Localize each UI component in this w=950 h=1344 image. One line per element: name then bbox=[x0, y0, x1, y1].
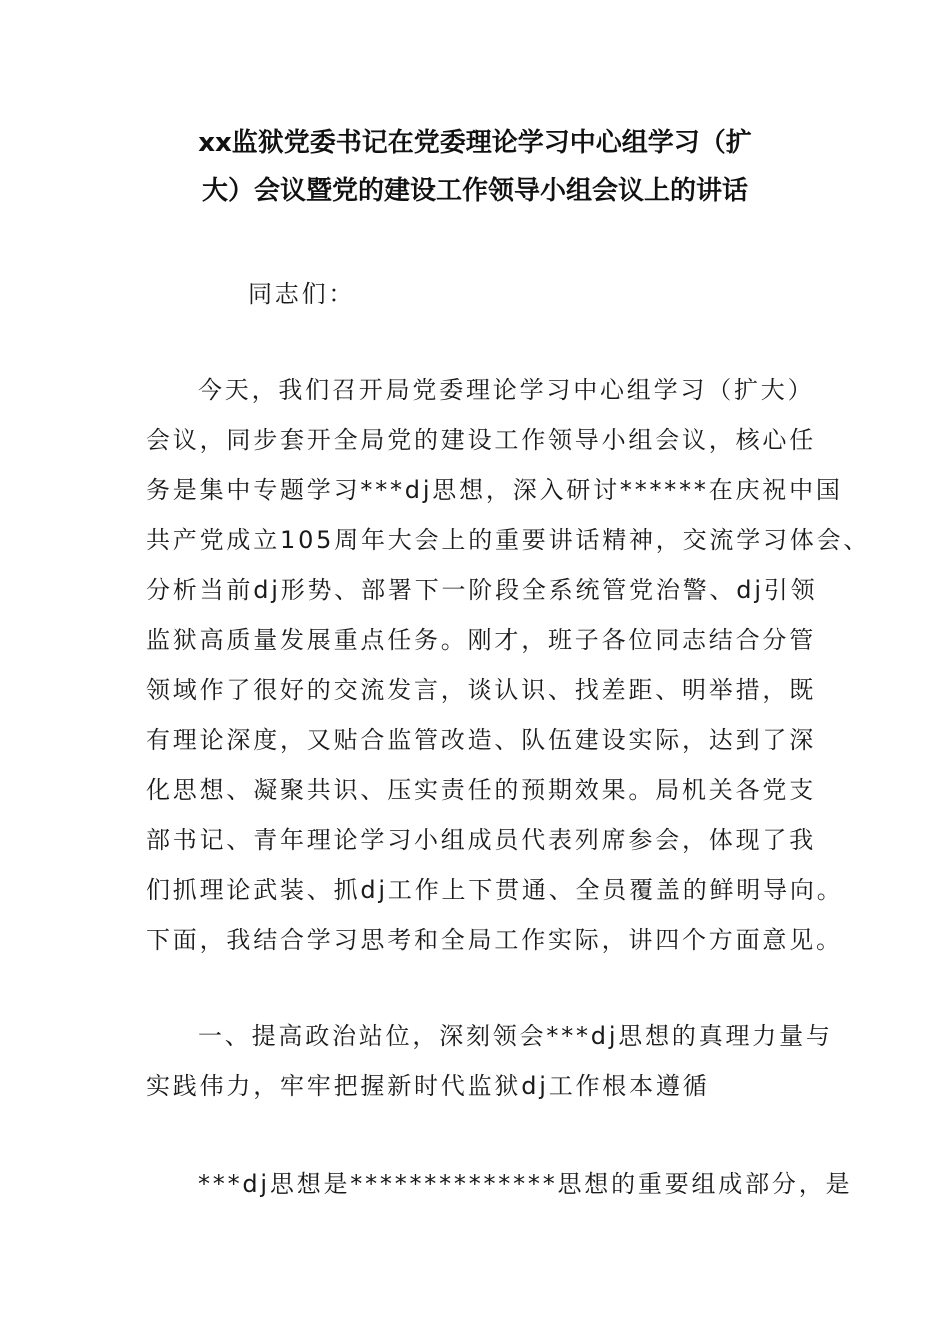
section-1-heading-line: 一、提高政治站位，深刻领会***dj思想的真理力量与 bbox=[198, 1022, 833, 1050]
section-1-heading-line: 实践伟力，牢牢把握新时代监狱dj工作根本遵循 bbox=[146, 1072, 710, 1100]
paragraph-1-line: 监狱高质量发展重点任务。刚才，班子各位同志结合分管 bbox=[146, 626, 816, 654]
paragraph-1-line: 分析当前dj形势、部署下一阶段全系统管党治警、dj引领 bbox=[146, 576, 818, 604]
paragraph-1-line: 们抓理论武装、抓dj工作上下贯通、全员覆盖的鲜明导向。 bbox=[146, 876, 844, 904]
paragraph-1-line: 部书记、青年理论学习小组成员代表列席参会，体现了我 bbox=[146, 826, 816, 854]
paragraph-1-line: 下面，我结合学习思考和全局工作实际，讲四个方面意见。 bbox=[146, 926, 843, 954]
paragraph-1-line: 领域作了很好的交流发言，谈认识、找差距、明举措，既 bbox=[146, 676, 816, 704]
paragraph-1-line: 化思想、凝聚共识、压实责任的预期效果。局机关各党支 bbox=[146, 776, 816, 804]
document-title-line-1: xx监狱党委书记在党委理论学习中心组学习（扩 bbox=[198, 128, 752, 158]
paragraph-1-line: 今天，我们召开局党委理论学习中心组学习（扩大） bbox=[198, 376, 815, 404]
paragraph-1-line: 有理论深度，又贴合监管改造、队伍建设实际，达到了深 bbox=[146, 726, 816, 754]
paragraph-1-line: 共产党成立105周年大会上的重要讲话精神，交流学习体会、 bbox=[146, 526, 871, 554]
paragraph-1-line: 务是集中专题学习***dj思想，深入研讨******在庆祝中国 bbox=[146, 476, 843, 504]
paragraph-1-line: 会议，同步套开全局党的建设工作领导小组会议，核心任 bbox=[146, 426, 816, 454]
salutation: 同志们： bbox=[248, 280, 356, 308]
paragraph-2-line: ***dj思想是**************思想的重要组成部分，是 bbox=[198, 1170, 853, 1198]
document-title-line-2: 大）会议暨党的建设工作领导小组会议上的讲话 bbox=[201, 176, 748, 206]
